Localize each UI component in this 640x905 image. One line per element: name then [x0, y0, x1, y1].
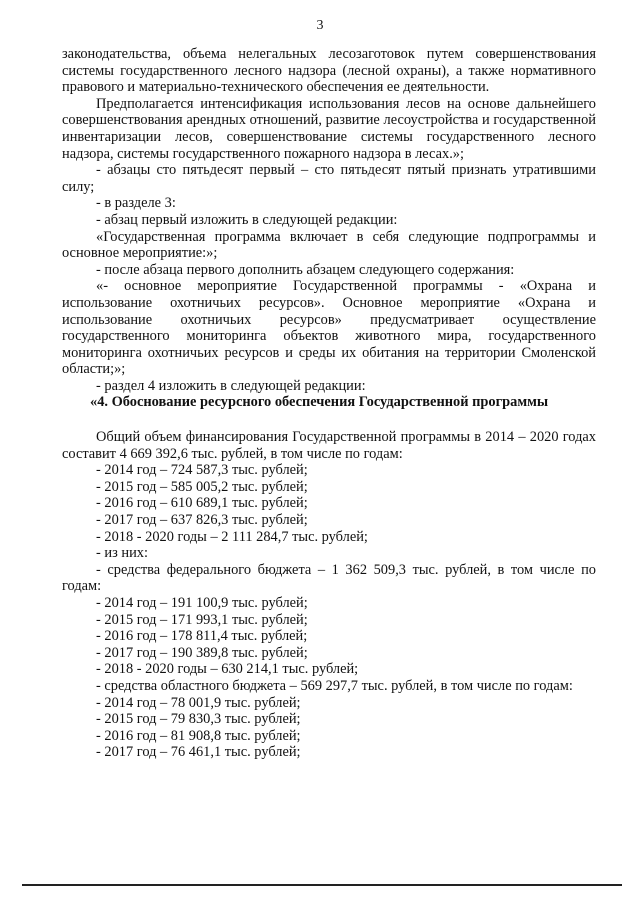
paragraph-add-clause: - после абзаца первого дополнить абзацем следующего содержания:: [96, 261, 515, 278]
paragraph-invalidate-clauses: - абзацы сто пятьдесят первый – сто пятьдесят пятый признать утратившими силу;: [62, 162, 596, 195]
bottom-rule: [22, 884, 622, 886]
list-item-federal-2017: - 2017 год – 190 389,8 тыс. рублей;: [96, 644, 308, 661]
list-item-total-2015: - 2015 год – 585 005,2 тыс. рублей;: [96, 478, 308, 495]
list-item-regional-2014: - 2014 год – 78 001,9 тыс. рублей;: [96, 694, 301, 711]
list-item-total-2017: - 2017 год – 637 826,3 тыс. рублей;: [96, 512, 308, 529]
list-item-federal-2015: - 2015 год – 171 993,1 тыс. рублей;: [96, 611, 308, 628]
paragraph-legislation-continuation: законодательства, объема нелегальных лесозаготовок путем совершенствования системы государственного лесного надзора (лесной охраны), а также нормативного правового и материально-технического обеспечения ее деятельности.: [62, 46, 596, 96]
list-item-total-2014: - 2014 год – 724 587,3 тыс. рублей;: [96, 462, 308, 479]
list-item-federal-2014: - 2014 год – 191 100,9 тыс. рублей;: [96, 595, 308, 611]
list-item-total-2018-2020: - 2018 - 2020 годы – 2 111 284,7 тыс. рублей;: [96, 528, 368, 545]
list-item-total-2016: - 2016 год – 610 689,1 тыс. рублей;: [96, 495, 308, 512]
paragraph-federal-budget: - средства федерального бюджета – 1 362 509,3 тыс. рублей, в том числе по годам:: [62, 561, 596, 595]
document-body: [62, 46, 596, 761]
paragraph-section-4: - раздел 4 изложить в следующей редакции:: [96, 377, 366, 394]
list-item-regional-2016: - 2016 год – 81 908,8 тыс. рублей;: [96, 727, 301, 744]
list-item-federal-2018-2020: - 2018 - 2020 годы – 630 214,1 тыс. рублей;: [96, 661, 359, 678]
list-item-regional-2017: - 2017 год – 76 461,1 тыс. рублей;: [96, 744, 301, 761]
section-heading: «4. Обоснование ресурсного обеспечения Государственной программы: [90, 394, 549, 411]
list-item-federal-2016: - 2016 год – 178 811,4 тыс. рублей;: [96, 628, 308, 645]
paragraph-program-includes: «Государственная программа включает в себя следующие подпрограммы и основное мероприятие:»;: [62, 228, 596, 262]
paragraph-first-clause-edit: - абзац первый изложить в следующей редакции:: [96, 211, 398, 228]
paragraph-intensification: Предполагается интенсификация использования лесов на основе дальнейшего совершенствования арендных отношений, развитие лесоустройства и государственной инвентаризации лесов, совершенствование системы государственного лесного надзора, системы государственного пожарного надзора в лесах.»;: [62, 95, 596, 162]
paragraph-of-which: - из них:: [96, 545, 148, 562]
paragraph-section-3: - в разделе 3:: [96, 195, 176, 212]
paragraph-total-funding: Общий объем финансирования Государственной программы в 2014 – 2020 годах составит 4 669 392,6 тыс. рублей, в том числе по годам:: [62, 429, 596, 462]
paragraph-main-activity: «- основное мероприятие Государственной программы - «Охрана и использование охотничьих ресурсов». Основное мероприятие «Охрана и использование охотничьих ресурсов» предусматривает осуществление государственного мониторинга объектов животного мира, государственного мониторинга охотничьих ресурсов и среды их обитания на территории Смоленской области;»;: [62, 278, 596, 378]
page-number: 3: [316, 18, 324, 33]
paragraph-regional-budget: - средства областного бюджета – 569 297,7 тыс. рублей, в том числе по годам:: [96, 677, 573, 694]
list-item-regional-2015: - 2015 год – 79 830,3 тыс. рублей;: [96, 711, 301, 728]
